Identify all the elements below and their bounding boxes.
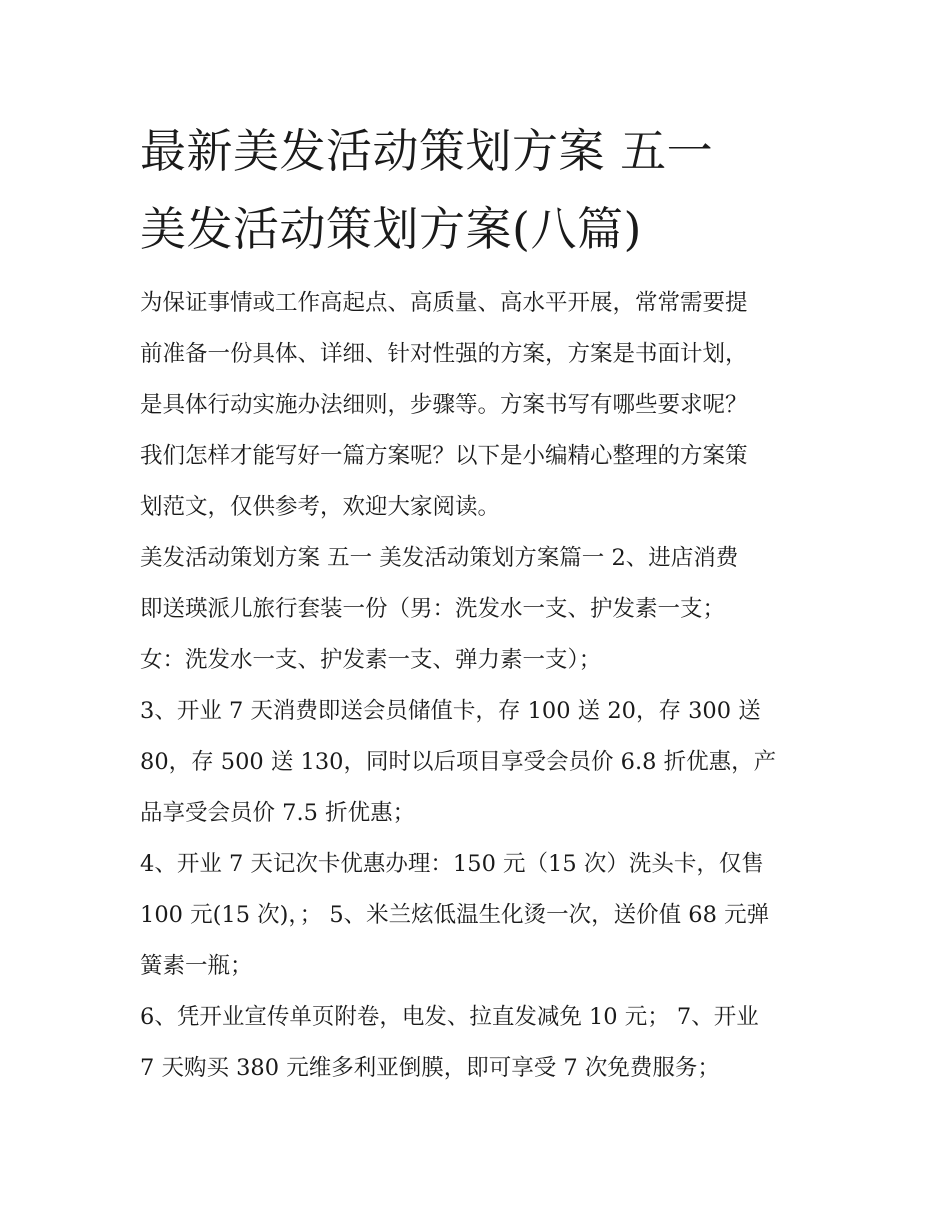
text-line: 前准备一份具体、详细、针对性强的方案，方案是书面计划， (140, 341, 748, 367)
text-line: 划范文，仅供参考，欢迎大家阅读。 (140, 494, 501, 520)
text-line: 女：洗发水一支、护发素一支、弹力素一支）； (140, 647, 602, 673)
document-title (140, 112, 840, 268)
title-line: 最新美发活动策划方案 五一 (140, 124, 714, 178)
text-line: 4、开业 7 天记次卡优惠办理：150 元（15 次）洗头卡，仅售 (140, 851, 764, 877)
text-line: 我们怎样才能写好一篇方案呢？以下是小编精心整理的方案策 (140, 443, 748, 469)
text-line: 为保证事情或工作高起点、高质量、高水平开展，常常需要提 (140, 290, 748, 316)
item-2-paragraph (140, 533, 830, 686)
title-line: 美发活动策划方案(八篇) (140, 202, 642, 256)
document-body (140, 278, 830, 1094)
item-3-paragraph (140, 686, 830, 839)
text-line: 6、凭开业宣传单页附卷，电发、拉直发减免 10 元； 7、开业 (140, 1004, 759, 1030)
text-line: 即送瑛派儿旅行套装一份（男：洗发水一支、护发素一支； (140, 596, 726, 622)
item-4-paragraph (140, 839, 830, 992)
text-line: 簧素一瓶； (140, 953, 253, 979)
text-line: 100 元(15 次)，； 5、米兰炫低温生化烫一次，送价值 68 元弹 (140, 902, 770, 928)
text-line: 7 天购买 380 元维多利亚倒膜，即可享受 7 次免费服务； (140, 1055, 720, 1081)
intro-paragraph (140, 278, 830, 533)
text-line: 品享受会员价 7.5 折优惠； (140, 800, 416, 826)
text-line: 美发活动策划方案 五一 美发活动策划方案篇一 2、进店消费 (140, 545, 739, 571)
text-line: 3、开业 7 天消费即送会员储值卡，存 100 送 20，存 300 送 (140, 698, 761, 724)
text-line: 是具体行动实施办法细则，步骤等。方案书写有哪些要求呢？ (140, 392, 748, 418)
text-line: 80，存 500 送 130，同时以后项目享受会员价 6.8 折优惠，产 (140, 749, 777, 775)
item-6-paragraph (140, 992, 830, 1094)
